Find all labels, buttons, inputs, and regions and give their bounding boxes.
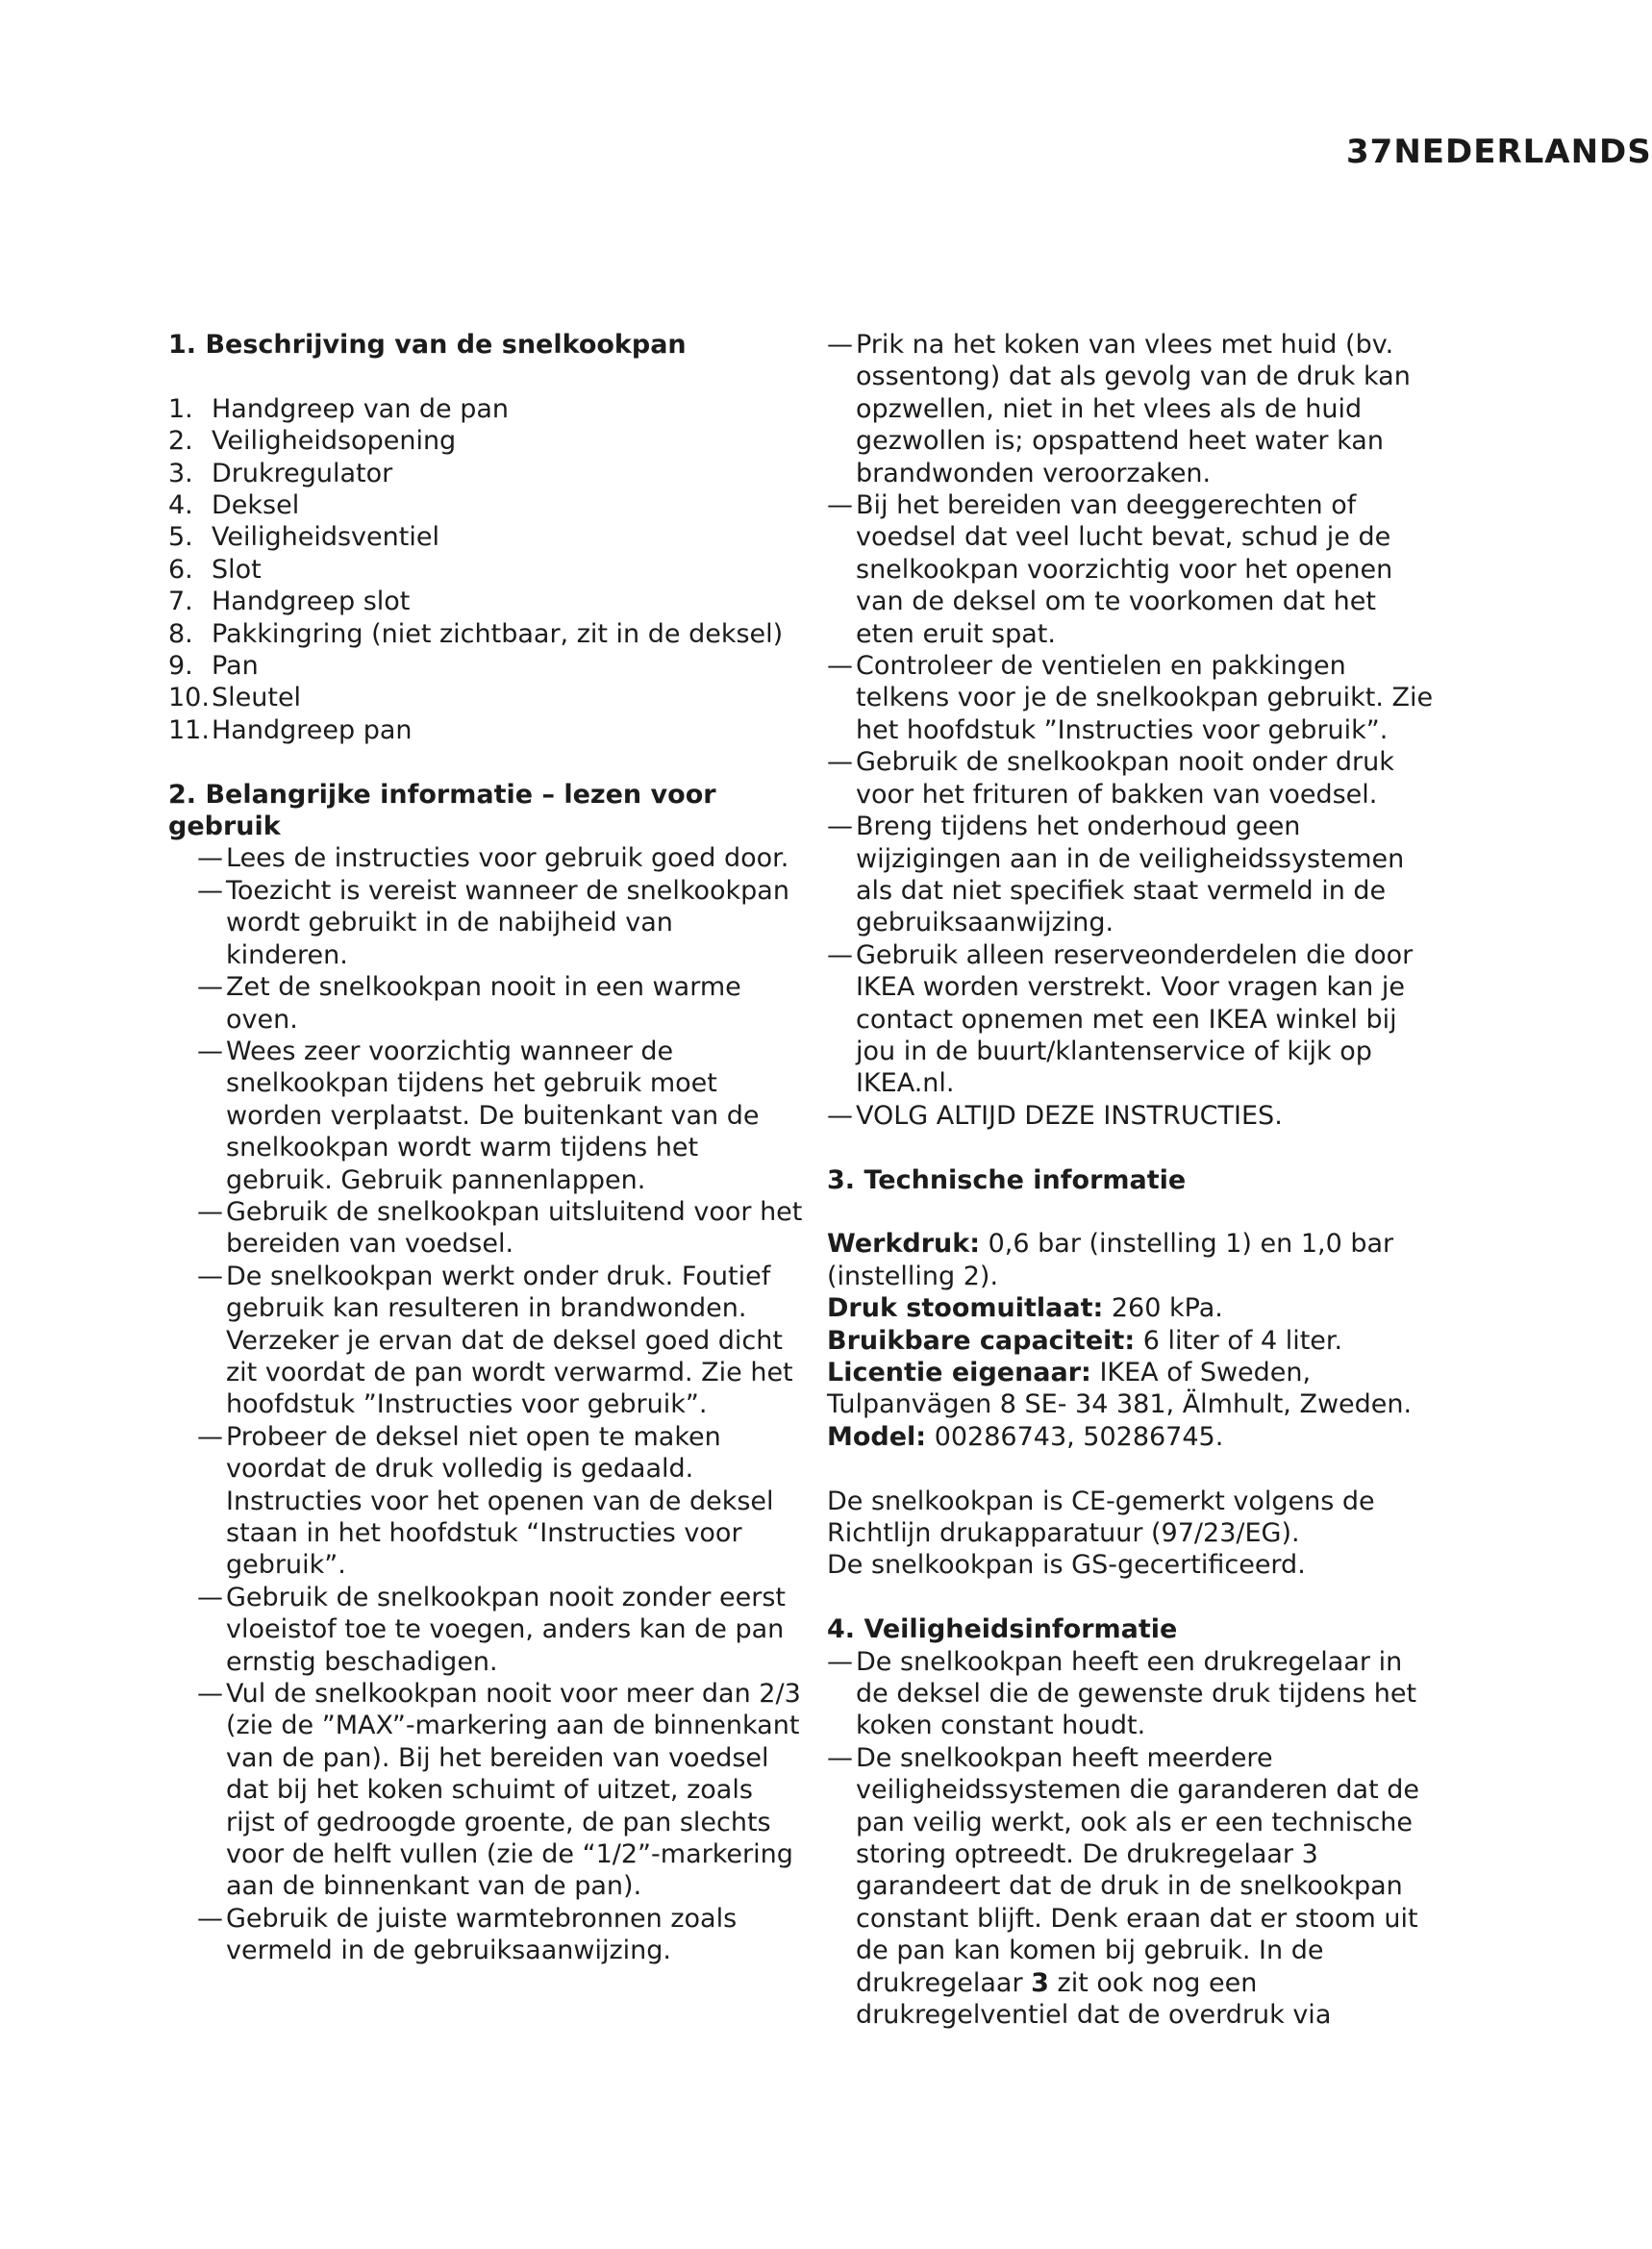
list-item: — Toezicht is vereist wanneer de snelkookpan wordt gebruikt in de nabijheid van kinderen. bbox=[197, 875, 789, 970]
list-item: 6. Slot bbox=[168, 554, 262, 585]
list-item: 2. Veiligheidsopening bbox=[168, 426, 457, 457]
list-item: — De snelkookpan heeft een drukregelaar in de deksel die de gewenste druk tijdens het koken constant houdt. bbox=[827, 1646, 1417, 1741]
spec-line: Druk stoomuitlaat: 260 kPa. bbox=[827, 1293, 1223, 1324]
list-item: 10. Sleutel bbox=[168, 683, 302, 713]
list-item: 1. Handgreep van de pan bbox=[168, 393, 510, 424]
list-item: — Bij het bereiden van deeggerechten of voedsel dat veel lucht bevat, schud je de snelkookpan voorzichtig voor het openen van de deksel om te voorkomen dat het eten eruit spat. bbox=[827, 490, 1393, 649]
section-3-title: 3. Technische informatie bbox=[827, 1164, 1187, 1195]
list-item: — Zet de snelkookpan nooit in een warme oven. bbox=[197, 972, 741, 1035]
list-item: — Gebruik de juiste warmtebronnen zoals vermeld in de gebruiksaanwijzing. bbox=[197, 1903, 738, 1966]
list-item: — Wees zeer voorzichtig wanneer de snelkookpan tijdens het gebruik moet worden verplaatst. De buitenkant van de snelkookpan wordt warm tijdens het gebruik. Gebruik pannenlappen. bbox=[197, 1036, 760, 1195]
list-item: — Gebruik alleen reserveonderdelen die door IKEA worden verstrekt. Voor vragen kan je contact opnemen met een IKEA winkel bij jou in de buurt/klantenservice of kijk op IKEA.nl. bbox=[827, 939, 1414, 1099]
list-item: — VOLG ALTIJD DEZE INSTRUCTIES. bbox=[827, 1100, 1283, 1131]
list-item: 4. Deksel bbox=[168, 490, 300, 521]
list-item: — Controleer de ventielen en pakkingen telkens voor je de snelkookpan gebruikt. Zie het hoofdstuk ”Instructies voor gebruik”. bbox=[827, 651, 1434, 745]
list-item: — Gebruik de snelkookpan nooit onder druk voor het frituren of bakken van voedsel. bbox=[827, 747, 1394, 810]
list-item: 5. Veiligheidsventiel bbox=[168, 522, 439, 553]
list-item: 7. Handgreep slot bbox=[168, 587, 411, 617]
list-item: 8. Pakkingring (niet zichtbaar, zit in de deksel) bbox=[168, 618, 784, 649]
important-info-list bbox=[168, 842, 803, 1966]
spec-line: Licentie eigenaar: IKEA of Sweden, Tulpanvägen 8 SE- 34 381, Älmhult, Zweden. bbox=[827, 1357, 1413, 1420]
list-item: — De snelkookpan heeft meerdere veiligheidssystemen die garanderen dat de pan veilig werkt, ook als er een technische storing optreedt. De drukregelaar 3 garandeert dat de druk in de snelkookpan constant blijft. Denk eraan dat er stoom uit de pan kan komen bij gebruik. In de drukregelaar 3 zit ook nog een drukregelventiel dat de overdruk via bbox=[827, 1742, 1420, 2031]
left-column bbox=[168, 329, 803, 1967]
list-item: — De snelkookpan werkt onder druk. Foutief gebruik kan resulteren in brandwonden. Verzeker je ervan dat de deksel goed dicht zit voordat de pan wordt verwarmd. Zie het hoofdstuk ”Instructies voor gebruik”. bbox=[197, 1261, 793, 1420]
section-2-title: 2. Belangrijke informatie – lezen voor gebruik bbox=[168, 779, 716, 842]
technical-specs bbox=[827, 1228, 1442, 1453]
page-number-header: 37NEDERLANDS bbox=[1346, 133, 1652, 171]
list-item: 11. Handgreep pan bbox=[168, 714, 413, 745]
important-info-list-continued bbox=[827, 329, 1442, 1132]
safety-info-list bbox=[827, 1646, 1442, 2032]
list-item: — Prik na het koken van vlees met huid (bv. ossentong) dat als gevolg van de druk kan opzwellen, niet in het vlees als de huid gezwollen is; opspattend heet water kan brandwonden veroorzaken. bbox=[827, 330, 1411, 488]
list-item: — Gebruik de snelkookpan nooit zonder eerst vloeistof toe te voegen, anders kan de pan ernstig beschadigen. bbox=[197, 1582, 786, 1677]
section-1-title: 1. Beschrijving van de snelkookpan bbox=[168, 330, 687, 360]
list-item: — Probeer de deksel niet open te maken voordat de druk volledig is gedaald. Instructies voor het openen van de deksel staan in het hoofdstuk “Instructies voor gebruik”. bbox=[197, 1421, 774, 1581]
list-item: — Lees de instructies voor gebruik goed door. bbox=[197, 843, 789, 874]
spec-line: Bruikbare capaciteit: 6 liter of 4 liter. bbox=[827, 1325, 1343, 1356]
gs-statement: De snelkookpan is GS-gecertificeerd. bbox=[827, 1550, 1306, 1581]
parts-list bbox=[168, 393, 803, 746]
list-item: — Breng tijdens het onderhoud geen wijzigingen aan in de veiligheidssystemen als dat niet specifiek staat vermeld in de gebruiksaanwijzing. bbox=[827, 812, 1405, 938]
section-4-title: 4. Veiligheidsinformatie bbox=[827, 1614, 1178, 1645]
ce-statement: De snelkookpan is CE-gemerkt volgens de Richtlijn drukapparatuur (97/23/EG). bbox=[827, 1486, 1375, 1548]
list-item: — Vul de snelkookpan nooit voor meer dan 2/3 (zie de ”MAX”-markering aan de binnenkant van de pan). Bij het bereiden van voedsel dat bij het koken schuimt of uitzet, zoals rijst of gedroogde groente, de pan slechts voor de helft vullen (zie de “1/2”-markering aan de binnenkant van de pan). bbox=[197, 1679, 801, 1902]
list-item: 3. Drukregulator bbox=[168, 458, 393, 488]
right-column bbox=[827, 329, 1442, 2031]
spec-line: Model: 00286743, 50286745. bbox=[827, 1421, 1224, 1452]
list-item: 9. Pan bbox=[168, 651, 259, 682]
list-item: — Gebruik de snelkookpan uitsluitend voor het bereiden van voedsel. bbox=[197, 1196, 803, 1260]
spec-line: Werkdruk: 0,6 bar (instelling 1) en 1,0 bar (instelling 2). bbox=[827, 1229, 1394, 1291]
